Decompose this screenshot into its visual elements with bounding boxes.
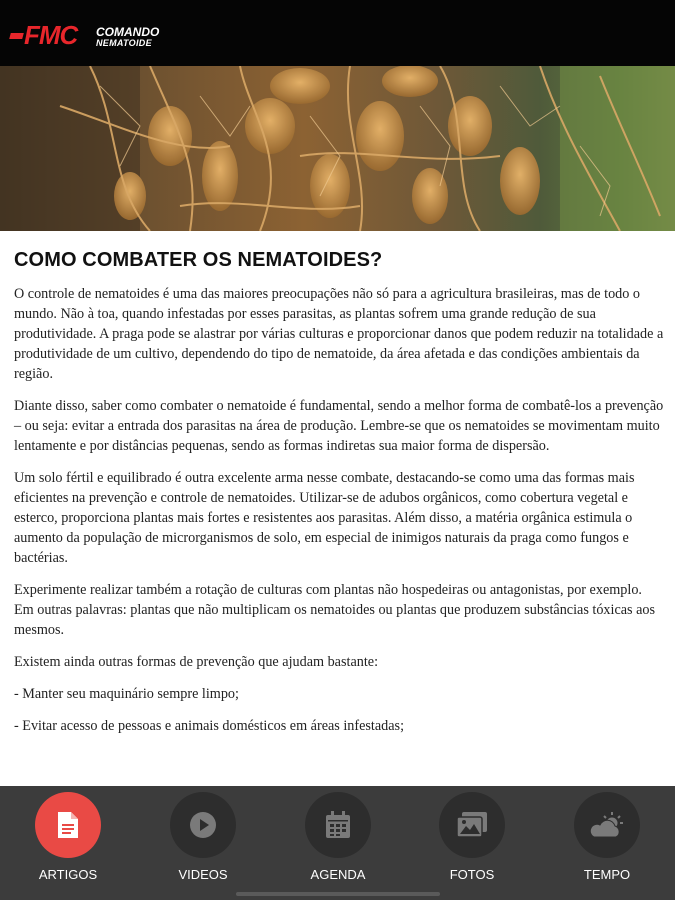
app-name-line2: NEMATOIDE — [96, 38, 152, 48]
nav-videos[interactable] — [153, 792, 253, 892]
weather-icon — [588, 810, 626, 840]
article-title: COMO COMBATER OS NEMATOIDES? — [14, 249, 383, 271]
document-icon — [56, 810, 80, 840]
nav-videos-label: VIDEOS — [178, 867, 228, 882]
article-paragraph: Experimente realizar também a rotação de culturas com plantas não hospedeiras ou antagonistas, por exemplo. Em outras palavras: plantas que não multiplicam os nematoides ou plantas que produzem substâncias tóxicas aos mesmos. — [14, 582, 656, 638]
article-paragraph: Existem ainda outras formas de prevenção que ajudam bastante: — [14, 654, 379, 670]
nav-agenda-button[interactable] — [305, 792, 371, 858]
photos-icon — [455, 810, 489, 840]
nav-agenda[interactable] — [288, 792, 388, 892]
bottom-nav — [0, 786, 675, 900]
app-name — [96, 27, 159, 49]
article-paragraph: O controle de nematoides é uma das maiores preocupações não só para a agricultura brasileiras, mas de todo o mundo. Não à toa, quando infestadas por esses parasitas, as plantas sofrem uma grande redução de sua produtividade. A praga pode se alastrar por várias culturas e proporcionar danos que podem reduzir na totalidade a produtividade de um cultivo, dependendo do tipo de nematoide, da área afetada e das condições ambientais da região. — [14, 286, 664, 382]
app-name-line1: COMANDO — [96, 25, 160, 39]
nav-fotos[interactable] — [422, 792, 522, 892]
article-paragraph: Um solo fértil e equilibrado é outra excelente arma nesse combate, destacando-se como uma das formas mais eficientes na prevenção e controle de nematoides. Utilizar-se de adubos orgânicos, como cobertura vegetal e esterco, proporciona plantas mais fortes e resistentes aos parasitas. Além disso, a matéria orgânica estimula o aumento da população de microrganismos de solo, em especial de inimigos naturais da praga como fungos e bactérias. — [14, 470, 635, 566]
nav-videos-button[interactable] — [170, 792, 236, 858]
nav-fotos-label: FOTOS — [449, 867, 495, 882]
logo-dash — [9, 33, 24, 39]
nav-tempo-label: TEMPO — [583, 867, 631, 882]
roots-illustration — [0, 66, 675, 231]
nav-artigos[interactable] — [18, 792, 118, 892]
calendar-icon — [324, 810, 352, 840]
nav-artigos-label: ARTIGOS — [38, 867, 98, 882]
nav-agenda-label: AGENDA — [310, 867, 366, 882]
article — [14, 231, 664, 748]
play-icon — [188, 810, 218, 840]
nav-fotos-button[interactable] — [439, 792, 505, 858]
article-paragraph: Diante disso, saber como combater o nematoide é fundamental, sendo a melhor forma de combatê-los a prevenção – ou seja: evitar a entrada dos parasitas na área de produção. Lembre-se que os nematoides se movimentam muito lentamente e por distâncias pequenas, sendo as formas indiretas sua maior forma de dispersão. — [14, 398, 664, 454]
nav-artigos-button[interactable] — [35, 792, 101, 858]
home-indicator[interactable] — [236, 892, 440, 896]
logo-text: FMC — [24, 20, 78, 50]
nav-tempo[interactable] — [557, 792, 657, 892]
fmc-logo — [10, 20, 77, 51]
hero-image — [0, 66, 675, 231]
nav-tempo-button[interactable] — [574, 792, 640, 858]
article-list-item: - Manter seu maquinário sempre limpo; — [14, 686, 239, 702]
app-header — [0, 0, 675, 66]
article-list-item: - Evitar acesso de pessoas e animais domésticos em áreas infestadas; — [14, 718, 405, 734]
